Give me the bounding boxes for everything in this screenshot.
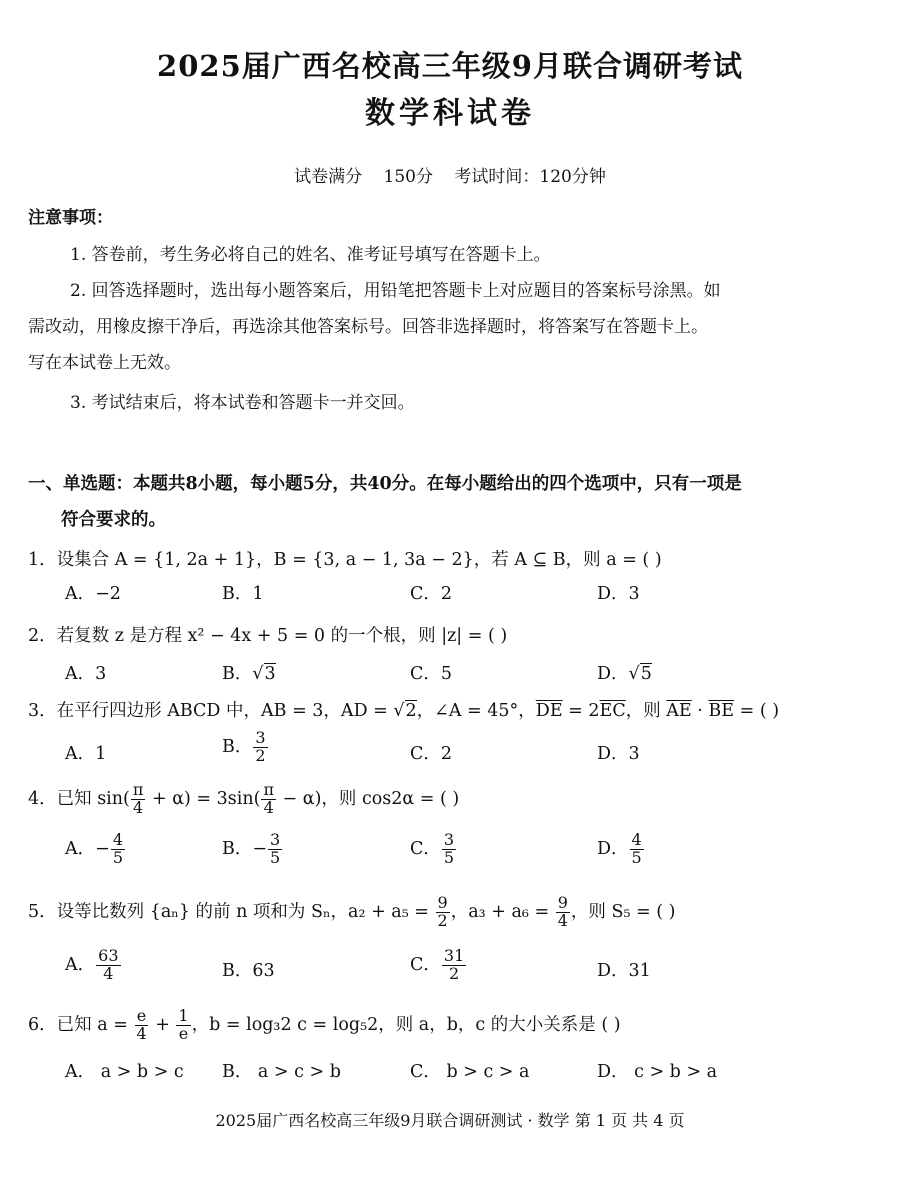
fraction: $\frac{63}{4}$ [98,946,119,983]
q4-option-d [597,832,645,867]
question-3: 3．在平行四边形 ABCD 中，AB = 3，AD = √2，∠A = 45°，$\overline{DE} = 2\overline{EC}$，则 $\overline{AE} \cdot \overline{BE}$ = ( ) [28,701,780,721]
sqrt-value: 2 [405,701,417,721]
q6-option-c: C． b > c > a [410,1062,530,1082]
question-number: 2． [28,626,57,646]
q4-option-c [410,832,457,867]
notice-heading: 注意事项： [28,208,113,228]
vector-ec: $\overline{EC}$ [599,701,626,721]
option-letter: B． [222,664,253,684]
section-title: 一、单选题：本题共8小题，每小题5分，共40分。在每小题给出的四个选项中，只有一项是 [28,474,742,494]
option-letter: D． [597,664,629,684]
fraction: $\frac{3}{5}$ [443,830,455,867]
stem-part: = ( ) [734,701,780,721]
fraction: $\frac{1}{e}$ [178,1006,189,1043]
question-stem: 设集合 A = {1, 2a + 1}，B = {3, a − 1, 3a − 2}，若 A ⊆ B，则 a = ( ) [56,550,662,570]
vector-ae: $\overline{AE}$ [666,701,692,721]
stem-part: ，则 S₅ = ( ) [570,901,676,922]
stem-part: 已知 a = [56,1014,134,1035]
stem-part: 设等比数列 {aₙ} 的前 n 项和为 Sₙ，a₂ + a₅ = [56,901,435,922]
option-letter: B．− [222,838,268,859]
q1-option-c: C．2 [410,584,453,604]
q4-option-a [65,832,126,867]
fraction: $\frac{4}{5}$ [631,830,642,867]
q1-option-a: A．−2 [65,584,121,604]
section-title-cont: 符合要求的。 [61,510,166,530]
q3-option-d: D．3 [597,744,640,764]
score-value: 150分 [383,167,433,187]
stem-part: 在平行四边形 ABCD 中，AB = 3，AD = [56,701,394,721]
question-number: 3． [28,701,57,721]
fraction: $\frac{9}{4}$ [557,893,568,930]
question-2 [28,622,507,647]
q3-option-b [222,730,269,765]
option-letter: D． [597,838,629,859]
exam-info [0,162,900,187]
fraction: $\frac{\pi}{4}$ [263,780,274,817]
q5-option-d: D．31 [597,961,651,981]
option-letter: B． [222,736,253,757]
q5-option-b: B．63 [222,961,275,981]
q5-option-a [65,948,122,983]
page-footer: 2025届广西名校高三年级9月联合调研测试 · 数学 第 1 页 共 4 页 [215,1111,685,1130]
sqrt-value: 3 [264,664,276,684]
fraction: $\frac{\pi}{4}$ [132,780,144,817]
q6-option-d: D． c > b > a [597,1062,718,1082]
option-letter: C． [410,838,441,859]
sqrt-value: 5 [640,664,652,684]
question-1 [28,546,662,571]
notice-item-2-cont: 需改动，用橡皮擦干净后，再选涂其他答案标号。回答非选择题时，将答案写在答题卡上。 [28,317,708,337]
fraction: $\frac{9}{2}$ [437,893,448,930]
question-number: 1． [28,550,57,570]
stem-part: + [149,1014,176,1035]
exam-title: 2025届广西名校高三年级9月联合调研考试 [157,49,743,83]
stem-part: + α) = 3sin( [146,788,261,809]
fraction: $\frac{3}{2}$ [255,728,266,765]
stem-part: = 2 [562,701,600,721]
question-4 [28,782,459,817]
stem-part: ，b = log₃2 c = log₅2，则 a，b，c 的大小关系是 ( ) [191,1014,621,1035]
question-number: 5． [28,901,57,922]
fraction: $\frac{31}{2}$ [443,946,465,983]
exam-subtitle: 数学科试卷 [365,96,535,131]
q6-option-a: A． a > b > c [65,1062,184,1082]
vector-de: $\overline{DE}$ [535,701,563,721]
stem-part: − α)，则 cos2α = ( ) [276,788,460,809]
q4-option-b [222,832,283,867]
question-5 [28,895,675,930]
q2-option-d: D．√5 [597,664,652,684]
section-heading [28,466,883,538]
stem-part: 已知 sin( [56,788,130,809]
notice-item-1: 1. 答卷前，考生务必将自己的姓名、准考证号填写在答题卡上。 [70,245,551,265]
option-letter: A． [65,954,96,975]
question-number: 4． [28,788,57,809]
question-6 [28,1008,621,1043]
score-label: 试卷满分 [294,167,363,187]
q1-option-d: D．3 [597,584,640,604]
question-stem: 若复数 z 是方程 x² − 4x + 5 = 0 的一个根，则 |z| = ( ) [56,626,508,646]
notice-item-2: 2. 回答选择题时，选出每小题答案后，用铅笔把答题卡上对应题目的答案标号涂黑。如 [70,281,721,301]
q2-option-b: B．√3 [222,664,276,684]
q6-option-b: B． a > c > b [222,1062,341,1082]
q2-option-c: C．5 [410,664,453,684]
stem-part: ，∠A = 45°， [416,701,536,721]
q3-option-a: A．1 [65,744,107,764]
q2-option-a: A．3 [65,664,107,684]
vector-be: $\overline{BE}$ [708,701,735,721]
notice-item-2-cont2: 写在本试卷上无效。 [28,353,181,373]
time-label: 考试时间：120分钟 [454,167,606,187]
q5-option-c [410,948,467,983]
stem-part: · [691,701,709,721]
fraction: $\frac{3}{5}$ [270,830,281,867]
question-number: 6． [28,1014,57,1035]
stem-part: ，则 [625,701,667,721]
q1-option-b: B．1 [222,584,264,604]
fraction: $\frac{e}{4}$ [136,1006,147,1043]
fraction: $\frac{4}{5}$ [112,830,123,867]
stem-part: ，a₃ + a₆ = [450,901,555,922]
q3-option-c: C．2 [410,744,453,764]
option-letter: A．− [65,838,110,859]
notice-item-3: 3. 考试结束后，将本试卷和答题卡一并交回。 [70,393,415,413]
option-letter: C． [410,954,441,975]
